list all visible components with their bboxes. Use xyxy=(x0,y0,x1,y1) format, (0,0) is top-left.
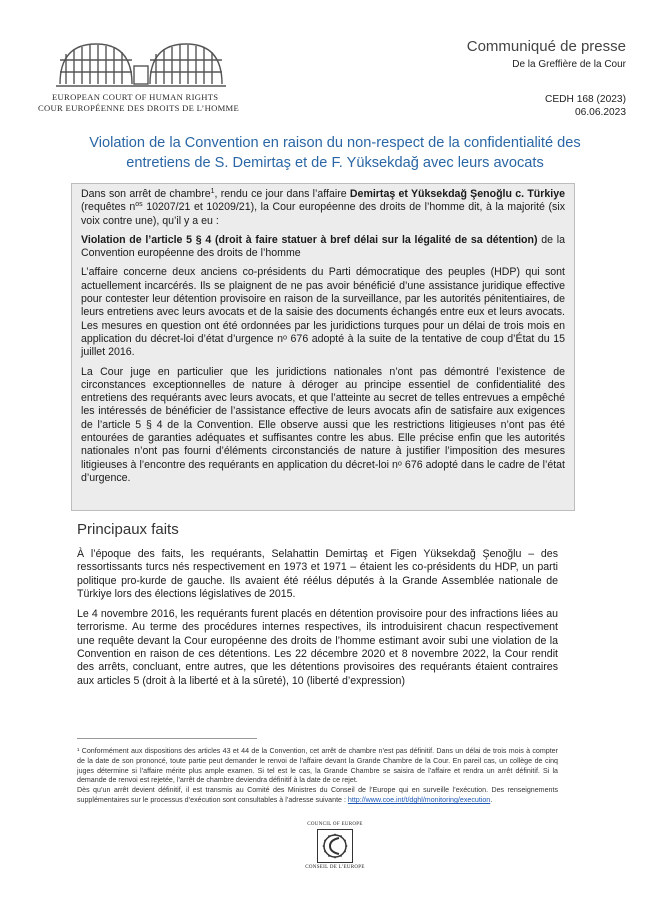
press-subtitle: De la Greffière de la Cour xyxy=(512,59,626,70)
section-body xyxy=(77,548,558,695)
council-of-europe-logo xyxy=(275,822,395,870)
court-logo xyxy=(32,38,247,114)
summary-paragraph: La Cour juge en particulier que les juridictions nationales n’ont pas démontré l’existence de circonstances exceptionnelles de nature à déroger au principe essentiel de confidentialité des entretiens des requérants avec leurs avocats, et que l’atteinte au secret de telles entrevues a empêché les intéressés de bénéficier de l’assistance effective de leurs avocats afin de satisfaire aux exigences de l’article 5 § 4 de la Convention. Elle observe aussi que les restrictions litigieuses n’ont pas été entourées de garanties adéquates et suffisantes contre les abus. Elle précise enfin que les autorités nationales n’ont pas fourni d’éléments circonstanciés de nature à justifier l’imposition des mesures litigieuses à l’encontre des requérants en application du décret-loi nᵒ 676 adopté dans le cadre de l’état d’urgence. xyxy=(81,365,565,484)
court-name-en: EUROPEAN COURT OF HUMAN RIGHTS xyxy=(52,92,219,102)
court-name-fr: COUR EUROPÉENNE DES DROITS DE L’HOMME xyxy=(38,103,240,113)
reference-number: CEDH 168 (2023) xyxy=(545,94,626,105)
summary-box xyxy=(71,183,575,511)
footnote xyxy=(77,747,558,806)
court-building-icon xyxy=(56,38,226,90)
footnote-ref[interactable]: 1 xyxy=(210,188,215,195)
body-paragraph: Le 4 novembre 2016, les requérants furent placés en détention provisoire pour des infractions liées au terrorisme. Au terme des procédures internes respectives, ils introduisirent chacun respectivement une requête devant la Cour européenne des droits de l’homme estimant avoir subi une violation de la Convention en raison de ces détentions. Les 22 décembre 2020 et 8 novembre 2022, la Cour rendit des arrêts, concluant, entre autres, que les détentions provisoires des requérants étaient contraires aux articles 5 (droit à la liberté et à la sûreté), 10 (liberté d’expression) xyxy=(77,608,558,687)
press-title: Communiqué de presse xyxy=(466,38,626,55)
page-title: Violation de la Convention en raison du non-respect de la confidentialité des entretiens de S. Demirtaş et de F. Yüksekdağ avec leurs avocats xyxy=(89,135,581,171)
coe-label-fr: CONSEIL DE L’EUROPE xyxy=(305,865,365,870)
reference-block xyxy=(545,93,626,119)
coe-label-en: COUNCIL OF EUROPE xyxy=(307,822,363,827)
execution-link[interactable]: http://www.coe.int/t/dghl/monitoring/execution xyxy=(347,795,491,804)
footnote-paragraph: ¹ Conformément aux dispositions des articles 43 et 44 de la Convention, cet arrêt de chambre n’est pas définitif. Dans un délai de trois mois à compter de la date de son prononcé, toute partie peut demander le renvoi de l’affaire devant la Grande Chambre de la Cour. En pareil cas, un collège de cinq juges détermine si l’affaire mérite plus ample examen. Si tel est le cas, la Grande Chambre se saisira de l’affaire et rendra un arrêt définitif. Si la demande de renvoi est rejetée, l’arrêt de chambre deviendra définitif à la date de ce rejet. xyxy=(77,747,558,785)
summary-intro: Dans son arrêt de chambre$^1$, rendu ce jour dans l’affaire Demirtaş et Yüksekdağ Şenoğlu c. Türkiye (requêtes $n^{os}$ 10207/21 et 10209/21), la Cour européenne des droits de l’homme dit, à la majorité (six voix contre une), qu’il y a eu : xyxy=(81,188,566,227)
release-date: 06.06.2023 xyxy=(575,107,626,118)
case-name: Demirtaş et Yüksekdağ Şenoğlu c. Türkiye xyxy=(349,188,565,200)
body-paragraph: À l’époque des faits, les requérants, Selahattin Demirtaş et Figen Yüksekdağ Şenoğlu – des ressortissants turcs nés respectivement en 1973 et 1971 – étaient les co-présidents du HDP, un parti politique pro-kurde de gauche. Ils avaient été réélus députés à la Grande Assemblée nationale de Türkiye lors des élections législatives de 2015. xyxy=(77,548,558,600)
summary-violation: Violation de l’article 5 § 4 (droit à faire statuer à bref délai sur la légalité de sa détention) de la Convention européenne des droits de l’homme xyxy=(81,233,565,260)
summary-paragraph: L’affaire concerne deux anciens co-présidents du Parti démocratique des peuples (HDP) qui sont actuellement incarcérés. Ils se plaignent de ne pas avoir bénéficié d’une assistance juridique effective pour contester leur détention provisoire en raison de la surveillance, par les autorités pénitentiaires, de leurs entretiens avec leurs avocats et de la saisie des documents échangés entre eux et leurs avocats. Les mesures en question ont été ordonnées par les juridictions turques pour un délai de trois mois en application du décret-loi d’état d’urgence nᵒ 676 adopté à la suite de la tentative de coup d’État du 15 juillet 2016. xyxy=(81,266,565,359)
footnote-paragraph: Dès qu’un arrêt devient définitif, il est transmis au Comité des Ministres du Conseil de l’Europe qui en surveille l’exécution. Des renseignements supplémentaires sur le processus d’exécution sont consultables à l’adresse suivante : http://www.coe.int/t/dghl/monitoring/execution. xyxy=(77,786,558,804)
coe-emblem-icon xyxy=(317,829,353,863)
footnote-divider xyxy=(77,738,257,739)
section-title: Principaux faits xyxy=(77,521,179,538)
press-release-header xyxy=(467,38,626,70)
